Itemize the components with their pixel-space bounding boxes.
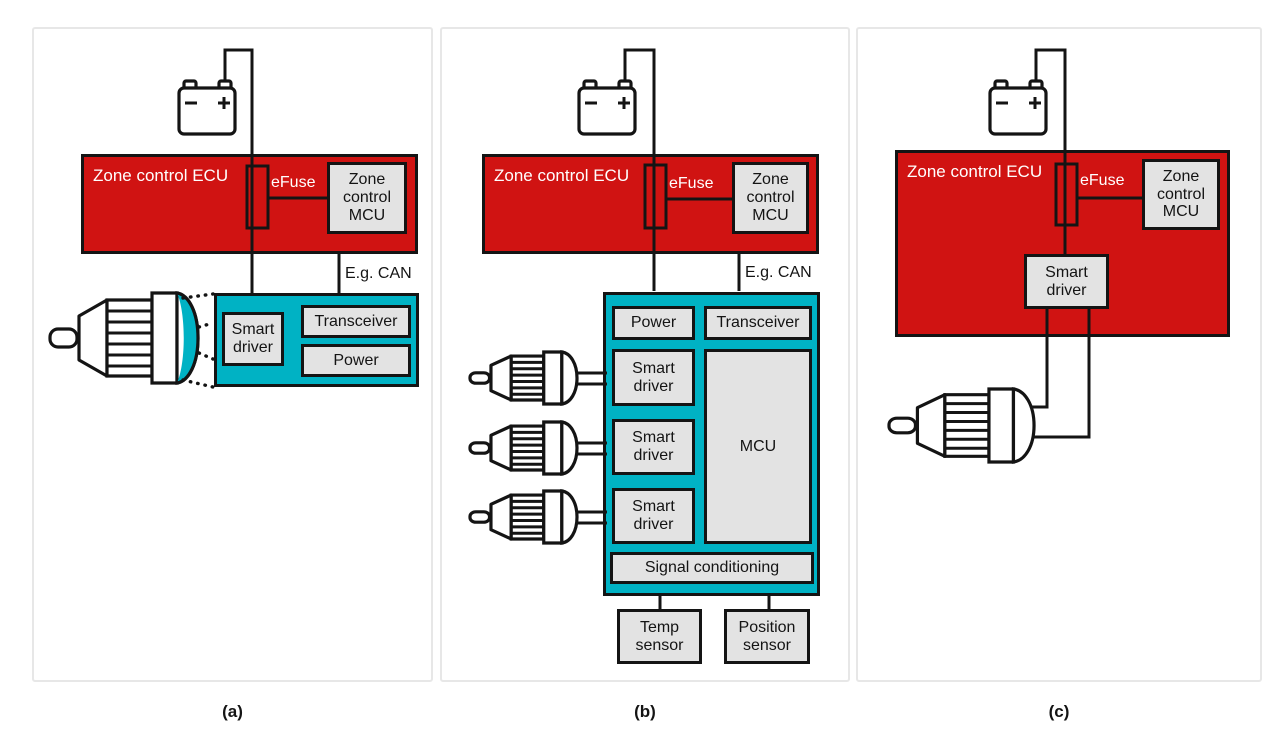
battery-icon: [579, 81, 635, 134]
efuse-label: eFuse: [669, 175, 714, 192]
dotted-projection-lines: [183, 294, 213, 387]
battery-plus-icon: [218, 97, 230, 109]
zone-mcu-box: Zone control MCU: [732, 162, 809, 234]
zone-ecu-label: Zone control ECU: [907, 162, 1043, 181]
battery-plus-icon: [1029, 97, 1041, 109]
efuse-label: eFuse: [1080, 172, 1125, 189]
power-box: Power: [301, 344, 411, 377]
motor-icon: [50, 293, 198, 383]
transceiver-box: Transceiver: [704, 306, 812, 340]
motor-wires: [572, 373, 607, 523]
panel-b: [440, 27, 850, 682]
smart-driver-box: Smart driver: [612, 419, 695, 475]
caption-a: (a): [222, 702, 243, 721]
motor-highlight-crescent: [177, 293, 198, 383]
smart-driver-box: Smart driver: [1024, 254, 1109, 309]
mcu-box: MCU: [704, 349, 812, 544]
zone-ecu-label: Zone control ECU: [494, 166, 630, 185]
zone-mcu-box: Zone control MCU: [1142, 159, 1220, 230]
panel-c: [856, 27, 1262, 682]
battery-plus-icon: [618, 97, 630, 109]
position-sensor-box: Position sensor: [724, 609, 810, 664]
motor-icon: [470, 491, 577, 543]
power-box: Power: [612, 306, 695, 340]
smart-driver-box: Smart driver: [222, 312, 284, 366]
battery-icon: [990, 81, 1046, 134]
caption-b: (b): [634, 702, 656, 721]
caption-c: (c): [1048, 702, 1070, 721]
sensor-wires: [660, 596, 769, 610]
battery-icon: [179, 81, 235, 134]
zone-mcu-box: Zone control MCU: [327, 162, 407, 234]
temp-sensor-box: Temp sensor: [617, 609, 702, 664]
zone-ecu-label: Zone control ECU: [93, 166, 229, 185]
smart-driver-box: Smart driver: [612, 349, 695, 406]
motor-icon: [889, 389, 1034, 462]
can-label: E.g. CAN: [745, 264, 812, 281]
motor-icon: [470, 352, 577, 404]
efuse-label: eFuse: [271, 174, 316, 191]
transceiver-box: Transceiver: [301, 305, 411, 338]
panel-a: [32, 27, 433, 682]
signal-conditioning-box: Signal conditioning: [610, 552, 814, 584]
wiring-svg-c: [858, 29, 1260, 680]
smart-driver-box: Smart driver: [612, 488, 695, 544]
motor-icon: [470, 422, 577, 474]
can-label: E.g. CAN: [345, 265, 412, 282]
